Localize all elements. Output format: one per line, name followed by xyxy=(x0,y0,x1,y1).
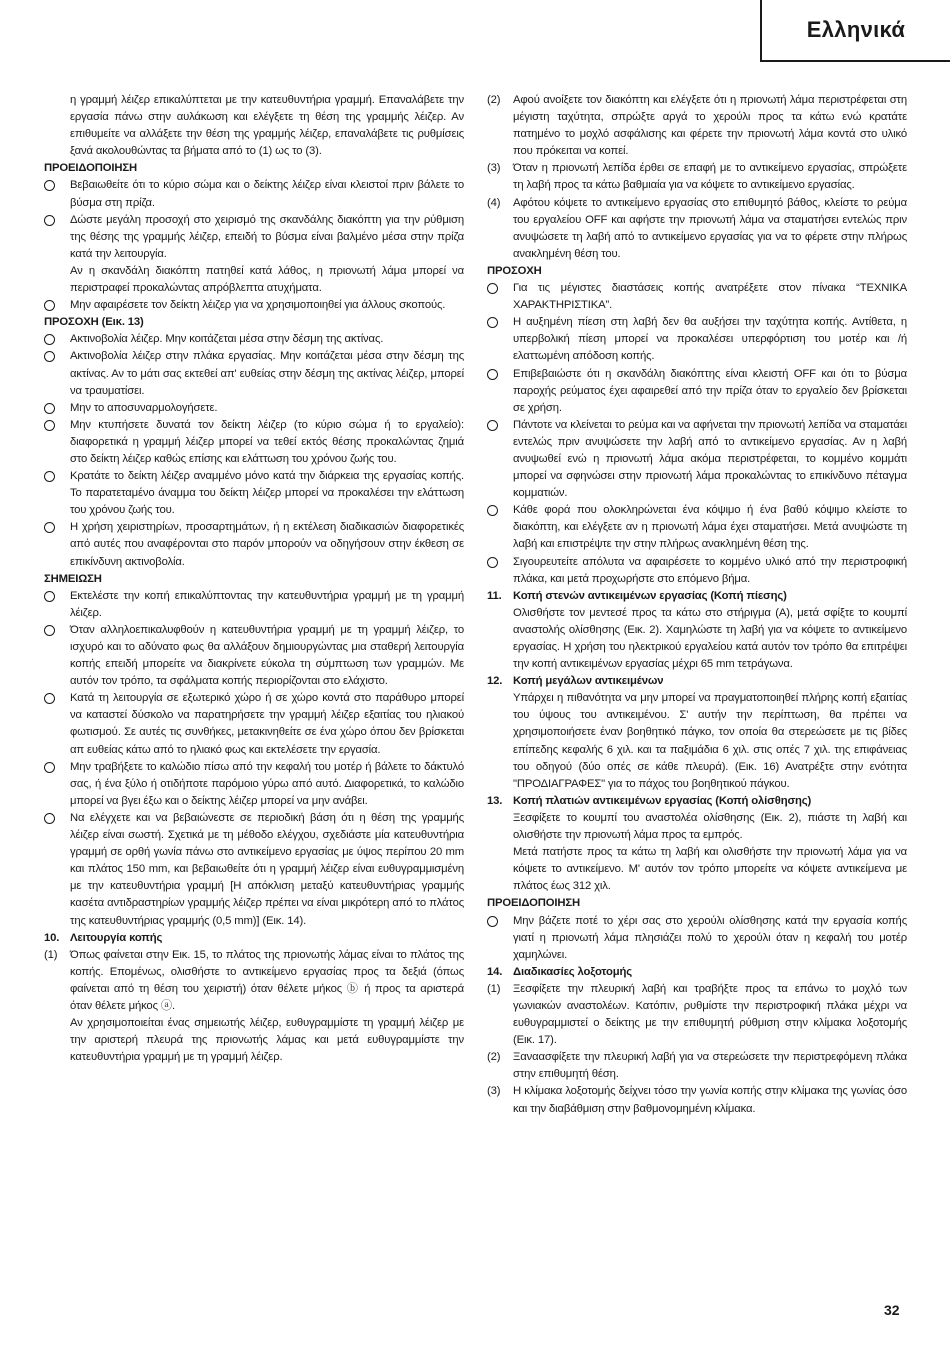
bullet-text: Επιβεβαιώστε ότι η σκανδάλη διακόπτης είναι κλειστή OFF και ότι το βύσμα παροχής ρεύματος έχει αφαιρεθεί από την πρίζα όταν το εργαλείο δεν βρίσκεται σε χρήση. xyxy=(513,367,907,414)
circle-bullet-icon xyxy=(487,314,513,365)
bullet-item xyxy=(487,913,907,964)
bullet-text: Όταν αλληλοεπικαλυφθούν η κατευθυντήρια γραμμή με τη γραμμή λέιζερ, το ισχυρό και το αδύνατο φως θα αλλάξουν δημιουργώντας μια σταθερή λειτουργία κοπής επειδή μπορείτε να διακρίνετε εύκολα τη σύμπτωση των γραμμών. Με αυτόν τον τρόπο, τα σφάλματα κοπής περιορίζονται στο ελάχιστο. xyxy=(70,623,464,688)
section-11-heading xyxy=(487,588,907,605)
section-11-text: Ολισθήστε τον μεντεσέ προς τα κάτω στο στήριγμα (A), μετά σφίξτε το κουμπί αναστολής ολίσθησης (Εικ. 2). Χαμηλώστε τη λαβή για να κόψετε το αντικείμενο εργασίας. Η χρήση του ηλεκτρικού εργαλείου κατά αυτόν τον τρόπο θα επιτρέψει την κοπή αντικειμένων εργασίας μέχρι 65 mm τετράγωνα. xyxy=(513,606,907,671)
bullet-item xyxy=(487,554,907,588)
circle-bullet-icon xyxy=(44,331,70,348)
item-text: Αφού ανοίξετε τον διακόπτη και ελέγξετε ότι η πριονωτή λάμα περιστρέφεται στη μέγιστη ταχύτητα, σπρώξτε αργά το χερούλι προς τα κάτω ενώ κρατάτε πατημένο το μοχλό ασφάλισης και φέρετε την πριονωτή λάμα κοντά στο υλικό που πρόκειται να κοπεί. xyxy=(513,94,907,158)
bullet-item xyxy=(487,366,907,417)
item-text: Όταν η πριονωτή λεπίδα έρθει σε επαφή με το αντικείμενο εργασίας, σπρώξετε τη λαβή προς τα κάτω βαθμιαία για να κόψετε το αντικείμενο εργασίας. xyxy=(513,162,907,192)
circle-bullet-icon xyxy=(44,212,70,263)
section-title: Κοπή πλατιών αντικειμένων εργασίας (Κοπή ολίσθησης) xyxy=(513,794,812,807)
item-number: (4) xyxy=(487,196,501,209)
item-text: Όπως φαίνεται στην Εικ. 15, το πλάτος της πριονωτής λάμας είναι το πλάτος της κοπής. Επομένως, ολισθήστε το αντικείμενο εργασίας προς τα δεξιά (όπως φαίνεται από τη θέση του χειριστή) όταν θέλετε μήκος ⓑ ή προς τα αριστερά όταν θέλετε μήκος ⓐ. xyxy=(70,948,464,1012)
bullet-item xyxy=(44,297,464,314)
bullet-text: Ακτινοβολία λέιζερ στην πλάκα εργασίας. Μην κοιτάζεται μέσα στην δέσμη της ακτίνας. Αν το μάτι σας εκτεθεί απ' ευθείας στην δέσμη της ακτίνας λέιζερ, μπορεί να τραυματίσει. xyxy=(70,350,464,397)
numbered-item xyxy=(487,195,907,263)
bullet-text: Η χρήση χειριστηρίων, προσαρτημάτων, ή η εκτέλεση διαδικασιών διαφορετικές από αυτές που αναφέρονται στο παρόν μπορούν να οδηγήσουν στην έκθεση σε επικίνδυνη ακτινοβολία. xyxy=(70,521,464,568)
bullet-item xyxy=(44,519,464,570)
bullet-text: Μην βάζετε ποτέ το χέρι σας στο χερούλι ολίσθησης κατά την εργασία κοπής γιατί η πριονωτή λάμα πλησιάζει πολύ το χερούλι όταν η κεφαλή του μοτέρ χαμηλώνει. xyxy=(513,914,907,961)
section-title: Διαδικασίες λοξοτομής xyxy=(513,965,632,978)
right-column xyxy=(487,92,907,1118)
section-14-heading xyxy=(487,964,907,981)
bullet-text: Μην κτυπήσετε δυνατά τον δείκτη λέιζερ (το κύριο σώμα ή το εργαλείο): διαφορετικά η γραμμή λέιζερ μπορεί να τεθεί εκτός θέσης προκαλώντας ζημιά στο δείκτη λέιζερ καθώς επίσης και ελάττωση του χρόνου ζωής του. xyxy=(70,418,464,465)
bullet-text: Για τις μέγιστες διαστάσεις κοπής ανατρέξετε στον πίνακα “ΤΕΧΝΙΚΑ ΧΑΡΑΚΤΗΡΙΣΤΙΚΑ”. xyxy=(513,282,907,312)
warning-heading: ΠΡΟΕΙΔΟΠΟΙΗΣΗ xyxy=(44,162,137,175)
circle-bullet-icon xyxy=(487,366,513,417)
circle-bullet-icon xyxy=(44,810,70,930)
item-text: Η κλίμακα λοξοτομής δείχνει τόσο την γωνία κοπής στην κλίμακα της γωνίας όσο και την διαβάθμιση στην βαθμονομημένη κλίμακα. xyxy=(513,1085,907,1115)
circle-bullet-icon xyxy=(487,417,513,502)
item-number: (1) xyxy=(487,982,501,995)
bullet-text: Πάντοτε να κλείνεται το ρεύμα και να αφήνεται την πριονωτή λεπίδα να σταματάει εντελώς πριν ανυψώσετε την λαβή από το αντικείμενο εργασίας. Αν η λαβή ανυψωθεί ενώ η πριονωτή λάμα ακόμα περιστρέφεται, το κομμένο κομμάτι μπορεί να σφηνώσει στην πριονωτή λάμα προκαλώντας το επικίνδυνο πέταγμα κομματιών. xyxy=(513,418,907,500)
bullet-text: Μην το αποσυναρμολογήσετε. xyxy=(70,401,218,414)
bullet-text: Σιγουρευτείτε απόλυτα να αφαιρέσετε το κομμένο υλικό από την περιστροφική πλάκα, και μετά προχωρήστε στο επόμενο βήμα. xyxy=(513,555,907,585)
section-12-heading xyxy=(487,673,907,690)
numbered-item xyxy=(487,981,907,1049)
bullet-item xyxy=(44,331,464,348)
circle-bullet-icon xyxy=(487,554,513,588)
section-number: 10. xyxy=(44,931,60,944)
bullet-item xyxy=(44,810,464,930)
bullet-text: Εκτελέστε την κοπή επικαλύπτοντας την κατευθυντήρια γραμμή με τη γραμμή λέιζερ. xyxy=(70,589,464,619)
left-column xyxy=(44,92,464,1066)
section-number: 14. xyxy=(487,965,503,978)
section-number: 12. xyxy=(487,675,503,688)
bullet-text: Κάθε φορά που ολοκληρώνεται ένα κόψιμο ή ένα βαθύ κόψιμο κλείστε το διακόπτη, και ελέγξετε αν η πριονωτή λάμα έχει σταματήσει. Μετά ανυψώστε τη λαβή και επιστρέψτε την στην πλήρως ανακλημένη θέση της. xyxy=(513,504,907,551)
bullet-item xyxy=(487,502,907,553)
item-number: (3) xyxy=(487,162,501,175)
bullet-item xyxy=(44,468,464,519)
circle-bullet-icon xyxy=(44,690,70,758)
bullet-text: Η αυξημένη πίεση στη λαβή δεν θα αυξήσει την ταχύτητα κοπής. Αντίθετα, η υπερβολική πίεση μπορεί να προκαλέσει υπερφόρτιση του μοτέρ και /ή ελαττωμένη απόδοση κοπής. xyxy=(513,316,907,363)
warning-heading: ΠΡΟΕΙΔΟΠΟΙΗΣΗ xyxy=(487,897,580,910)
circle-bullet-icon xyxy=(44,177,70,211)
caution-heading: ΠΡΟΣΟΧΗ xyxy=(487,264,542,277)
bullet-text: Βεβαιωθείτε ότι το κύριο σώμα και ο δείκτης λέιζερ είναι κλειστοί πριν βάλετε το βύσμα στη πρίζα. xyxy=(70,179,464,209)
circle-bullet-icon xyxy=(487,913,513,964)
bullet-item xyxy=(44,690,464,758)
bullet-item xyxy=(487,280,907,314)
bullet-text: Να ελέγχετε και να βεβαιώνεστε σε περιοδική βάση ότι η θέση της γραμμής λέιζερ είναι σωστή. Σχετικά με τη μέθοδο ελέγχου, σχεδιάστε μία κατευθυντήρια γραμμή σε ορθή γωνία πάνω στο αντικείμενο εργασίας με ύψος περίπου 20 mm και πλάτος 150 mm, και βεβαιωθείτε ότι η γραμμή λέιζερ είναι ευθυγραμμισμένη με την κατευθυντήρια γραμμή [Η απόκλιση μεταξύ κατευθυντήριας γραμμής κασέτα αντιδραστηρίων γραμμής λέιζερ πρέπει να είναι μικρότερη από το πλάτος της κατευθυντήριας γραμμής (0,5 mm)] (Εικ. 14). xyxy=(70,811,464,927)
page-number: 32 xyxy=(884,1302,900,1318)
bullet-item xyxy=(44,212,464,263)
numbered-item xyxy=(487,1049,907,1083)
bullet-item xyxy=(487,417,907,502)
section-title: Κοπή μεγάλων αντικειμένων xyxy=(513,675,664,688)
section-title: Κοπή στενών αντικειμένων εργασίας (Κοπή πίεσης) xyxy=(513,589,787,602)
bullet-text: Μην αφαιρέσετε τον δείκτη λέιζερ για να χρησιμοποιηθεί για άλλους σκοπούς. xyxy=(70,299,446,312)
bullet-item xyxy=(487,314,907,365)
circle-bullet-icon xyxy=(44,400,70,417)
bullet-item xyxy=(44,759,464,810)
circle-bullet-icon xyxy=(487,502,513,553)
circle-bullet-icon xyxy=(44,417,70,468)
bullet-item xyxy=(44,177,464,211)
bullet-text: Κατά τη λειτουργία σε εξωτερικό χώρο ή σε χώρο κοντά στο παράθυρο μπορεί να καταστεί δύσκολο να παρατηρήσετε την γραμμή λέιζερ εξαιτίας του ηλιακού φωτισμού. Σε αυτές τις συνθήκες, μετακινηθείτε σε ένα χώρο όπου δεν βρίσκεται απ ευθείας κάτω από το ηλιακό φως και εκτελέσετε την εργασία. xyxy=(70,692,464,756)
numbered-item xyxy=(487,92,907,160)
numbered-item xyxy=(44,947,464,1015)
section-12-text: Υπάρχει η πιθανότητα να μην μπορεί να πραγματοποιηθεί πλήρης κοπή εξαιτίας του ύψους του αντικειμένου. Σ' αυτήν την περίπτωση, θα πρέπει να χρησιμοποιήσετε έναν βοηθητικό πάγκο, τον οποία θα στερεώσετε με τις βίδες επίπεδης κεφαλής 6 χιλ. και τα παξιμάδια 6 χιλ. στις οπές 7 χιλ. της επιφάνειας του οδηγού (δύο οπές σε κάθε πλευρά). (Εικ. 16) Ανατρέξτε στην ενότητα "ΠΡΟΔΙΑΓΡΑΦΕΣ" για το πάχος του βοηθητικού πάγκου. xyxy=(513,692,907,790)
item-text: Ξεσφίξετε την πλευρική λαβή και τραβήξτε προς τα επάνω το μοχλό των γωνιακών αναστολέων. Κατόπιν, ρυθμίστε την περιστροφική πλάκα μέχρι να ευθυγραμμιστεί ο δείκτης με την επιθυμητή ρύθμιση στην κλίμακα λοξοτομής (Εικ. 17). xyxy=(513,982,907,1047)
intro-paragraph: η γραμμή λέιζερ επικαλύπτεται με την κατευθυντήρια γραμμή. Επαναλάβετε την εργασία πάνω στην αυλάκωση και ελέγξετε τη θέση της γραμμής λέιζερ. Αν επιθυμείτε να αλλάξετε την θέση της γραμμής λέιζερ, επαναλάβετε τις ρυθμίσεις ξανά ακολουθώντας τα βήματα από το (1) ως το (3). xyxy=(70,94,464,158)
note-heading: ΣΗΜΕΙΩΣΗ xyxy=(44,572,102,585)
circle-bullet-icon xyxy=(44,297,70,314)
bullet-text: Ακτινοβολία λέιζερ. Μην κοιτάζεται μέσα στην δέσμη της ακτίνας. xyxy=(70,333,384,346)
language-tab: Ελληνικά xyxy=(760,0,950,62)
section-number: 13. xyxy=(487,794,503,807)
bullet-text: Μην τραβήξετε το καλώδιο πίσω από την κεφαλή του μοτέρ ή βάλετε το δάκτυλό σας, ή ένα ξύλο ή οτιδήποτε παρόμοιο γύρω από αυτό. Διαφορετικά, το καλώδιο μπορεί να βγει έξω και ο δείκτης λέιζερ μπορεί να μην ανάβει. xyxy=(70,760,464,807)
caution-heading: ΠΡΟΣΟΧΗ (Εικ. 13) xyxy=(44,316,144,329)
circle-bullet-icon xyxy=(44,759,70,810)
item-number: (2) xyxy=(487,1051,501,1064)
item-number: (3) xyxy=(487,1085,501,1098)
bullet-text: Κρατάτε το δείκτη λέιζερ αναμμένο μόνο κατά την διάρκεια της εργασίας κοπής. Το παρατεταμένο άναμμα του δείκτη λέιζερ μπορεί να προκαλέσει την ελάττωση του χρόνου ζωής του. xyxy=(70,470,464,517)
bullet-item xyxy=(44,348,464,399)
circle-bullet-icon xyxy=(487,280,513,314)
section-10-extra: Αν χρησιμοποιείται ένας σημειωτής λέιζερ, ευθυγραμμίστε τη γραμμή λέιζερ με την αριστερή πλευρά της πριονωτής λάμας και μετά ευθυγραμμίστε την κατευθυντήρια γραμμή με τη γραμμή λέιζερ. xyxy=(70,1017,464,1064)
circle-bullet-icon xyxy=(44,622,70,690)
numbered-item xyxy=(487,160,907,194)
bullet-item xyxy=(44,400,464,417)
section-13-text: Ξεσφίξετε το κουμπί του αναστολέα ολίσθησης (Εικ. 2), πιάστε τη λαβή και ολισθήστε την πριονωτή λάμα προς τα εμπρός. xyxy=(513,811,907,842)
circle-bullet-icon xyxy=(44,348,70,399)
item-number: (1) xyxy=(44,948,58,961)
circle-bullet-icon xyxy=(44,468,70,519)
bullet-item xyxy=(44,622,464,690)
circle-bullet-icon xyxy=(44,588,70,622)
item-text: Ξαναασφίξετε την πλευρική λαβή για να στερεώσετε την περιστρεφόμενη πλάκα στην επιθυμητή θέση. xyxy=(513,1051,907,1081)
bullet-item xyxy=(44,588,464,622)
section-10-heading xyxy=(44,930,464,947)
numbered-item xyxy=(487,1083,907,1117)
section-title: Λειτουργία κοπής xyxy=(70,931,163,944)
section-13-text-2: Μετά πατήστε προς τα κάτω τη λαβή και ολισθήστε την πριονωτή λάμα για να κόψετε το αντικείμενο. Μ' αυτόν τον τρόπο μπορείτε να κόψετε αντικείμενα με πλάτος έως 312 χιλ. xyxy=(513,846,907,893)
item-text: Αφότου κόψετε το αντικείμενο εργασίας στο επιθυμητό βάθος, κλείστε το ρεύμα του εργαλείου OFF και αφήστε την πριονωτή λάμα να σταματήσει εντελώς πριν ανυψώσετε τη λαβή από το αντικείμενο εργασίας για να το φέρετε στην πλήρως ανακλημένη θέση του. xyxy=(513,196,907,260)
bullet-item xyxy=(44,417,464,468)
circle-bullet-icon xyxy=(44,519,70,570)
bullet-text: Δώστε μεγάλη προσοχή στο χειρισμό της σκανδάλης διακόπτη για την ρύθμιση της θέσης της γραμμής λέιζερ, επειδή το βύσμα είναι βαλμένο μέσα στην πρίζα κατά την λειτουργία. xyxy=(70,213,464,260)
item-number: (2) xyxy=(487,94,501,106)
section-13-heading xyxy=(487,793,907,810)
warning-extra: Αν η σκανδάλη διακόπτη πατηθεί κατά λάθος, η πριονωτή λάμα μπορεί να περιστραφεί προκαλώντας απρόβλεπτα ατυχήματα. xyxy=(70,264,464,295)
section-number: 11. xyxy=(487,589,502,602)
